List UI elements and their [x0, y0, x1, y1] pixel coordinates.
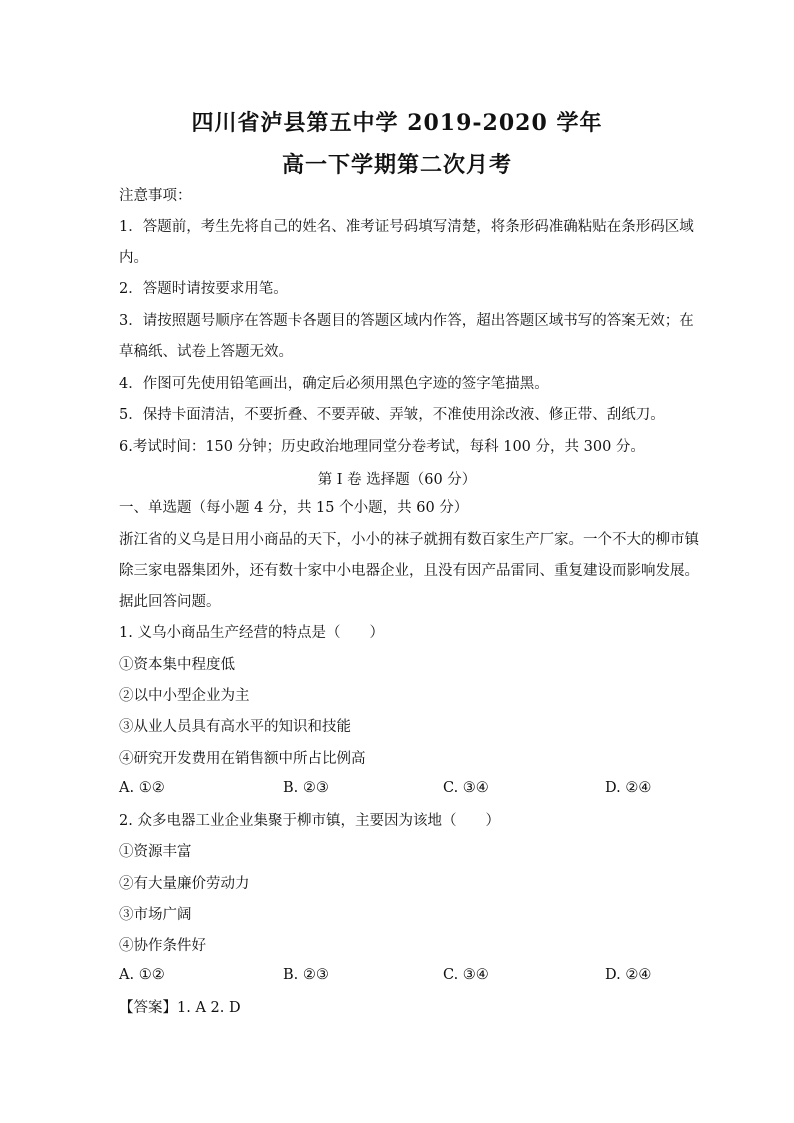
- q2-item-1: ①资源丰富: [119, 844, 192, 860]
- q2-item-2: ②有大量廉价劳动力: [119, 876, 250, 892]
- title-line-2: 高一下学期第二次月考: [281, 152, 512, 178]
- q1-item-3: ③从业人员具有高水平的知识和技能: [119, 719, 351, 735]
- q1-item-4: ④研究开发费用在销售额中所占比例高: [119, 751, 366, 767]
- q2-option-a: A. ①②: [119, 967, 165, 983]
- q2-item-4: ④协作条件好: [119, 938, 206, 954]
- q2-stem: 2. 众多电器工业企业集聚于柳市镇，主要因为该地（ ）: [119, 813, 500, 829]
- passage-line-3: 据此回答问题。: [119, 594, 221, 610]
- q2-option-b: B. ②③: [283, 967, 329, 983]
- q1-item-1: ①资本集中程度低: [119, 657, 235, 673]
- note-1-line-a: 1．答题前，考生先将自己的姓名、准考证号码填写清楚，将条形码准确粘贴在条形码区域: [119, 219, 694, 235]
- q1-option-b: B. ②③: [283, 780, 329, 796]
- passage-line-1: 浙江省的义乌是日用小商品的天下，小小的袜子就拥有数百家生产厂家。一个不大的柳市镇: [119, 532, 699, 548]
- note-2: 2．答题时请按要求用笔。: [119, 281, 288, 297]
- q1-stem: 1. 义乌小商品生产经营的特点是（ ）: [119, 625, 384, 641]
- note-6: 6.考试时间：150 分钟；历史政治地理同堂分卷考试，每科 100 分，共 300 分。: [119, 439, 645, 455]
- q1-option-c: C. ③④: [443, 780, 489, 796]
- q2-item-3: ③市场广阔: [119, 907, 192, 923]
- answer-line: 【答案】1. A 2. D: [119, 1000, 241, 1016]
- note-1-line-b: 内。: [119, 250, 148, 266]
- q1-option-a: A. ①②: [119, 780, 165, 796]
- part-heading: 一、单选题（每小题 4 分，共 15 个小题，共 60 分）: [119, 500, 469, 516]
- q2-option-d: D. ②④: [605, 967, 652, 983]
- q2-option-c: C. ③④: [443, 967, 489, 983]
- note-4: 4．作图可先使用铅笔画出，确定后必须用黑色字迹的签字笔描黑。: [119, 376, 549, 392]
- note-3-line-b: 草稿纸、试卷上答题无效。: [119, 344, 293, 360]
- q1-item-2: ②以中小型企业为主: [119, 688, 250, 704]
- notes-heading: 注意事项：: [119, 188, 192, 204]
- q1-option-d: D. ②④: [605, 780, 652, 796]
- note-3-line-a: 3．请按照题号顺序在答题卡各题目的答题区域内作答，超出答题区域书写的答案无效；在: [119, 313, 694, 329]
- passage-line-2: 除三家电器集团外，还有数十家中小电器企业，且没有因产品雷同、重复建设而影响发展。: [119, 563, 699, 579]
- title-line-1: 四川省泸县第五中学 2019-2020 学年: [191, 110, 603, 136]
- section-title: 第 I 卷 选择题（60 分）: [317, 472, 477, 488]
- note-5: 5．保持卡面清洁，不要折叠、不要弄破、弄皱，不准使用涂改液、修正带、刮纸刀。: [119, 407, 665, 423]
